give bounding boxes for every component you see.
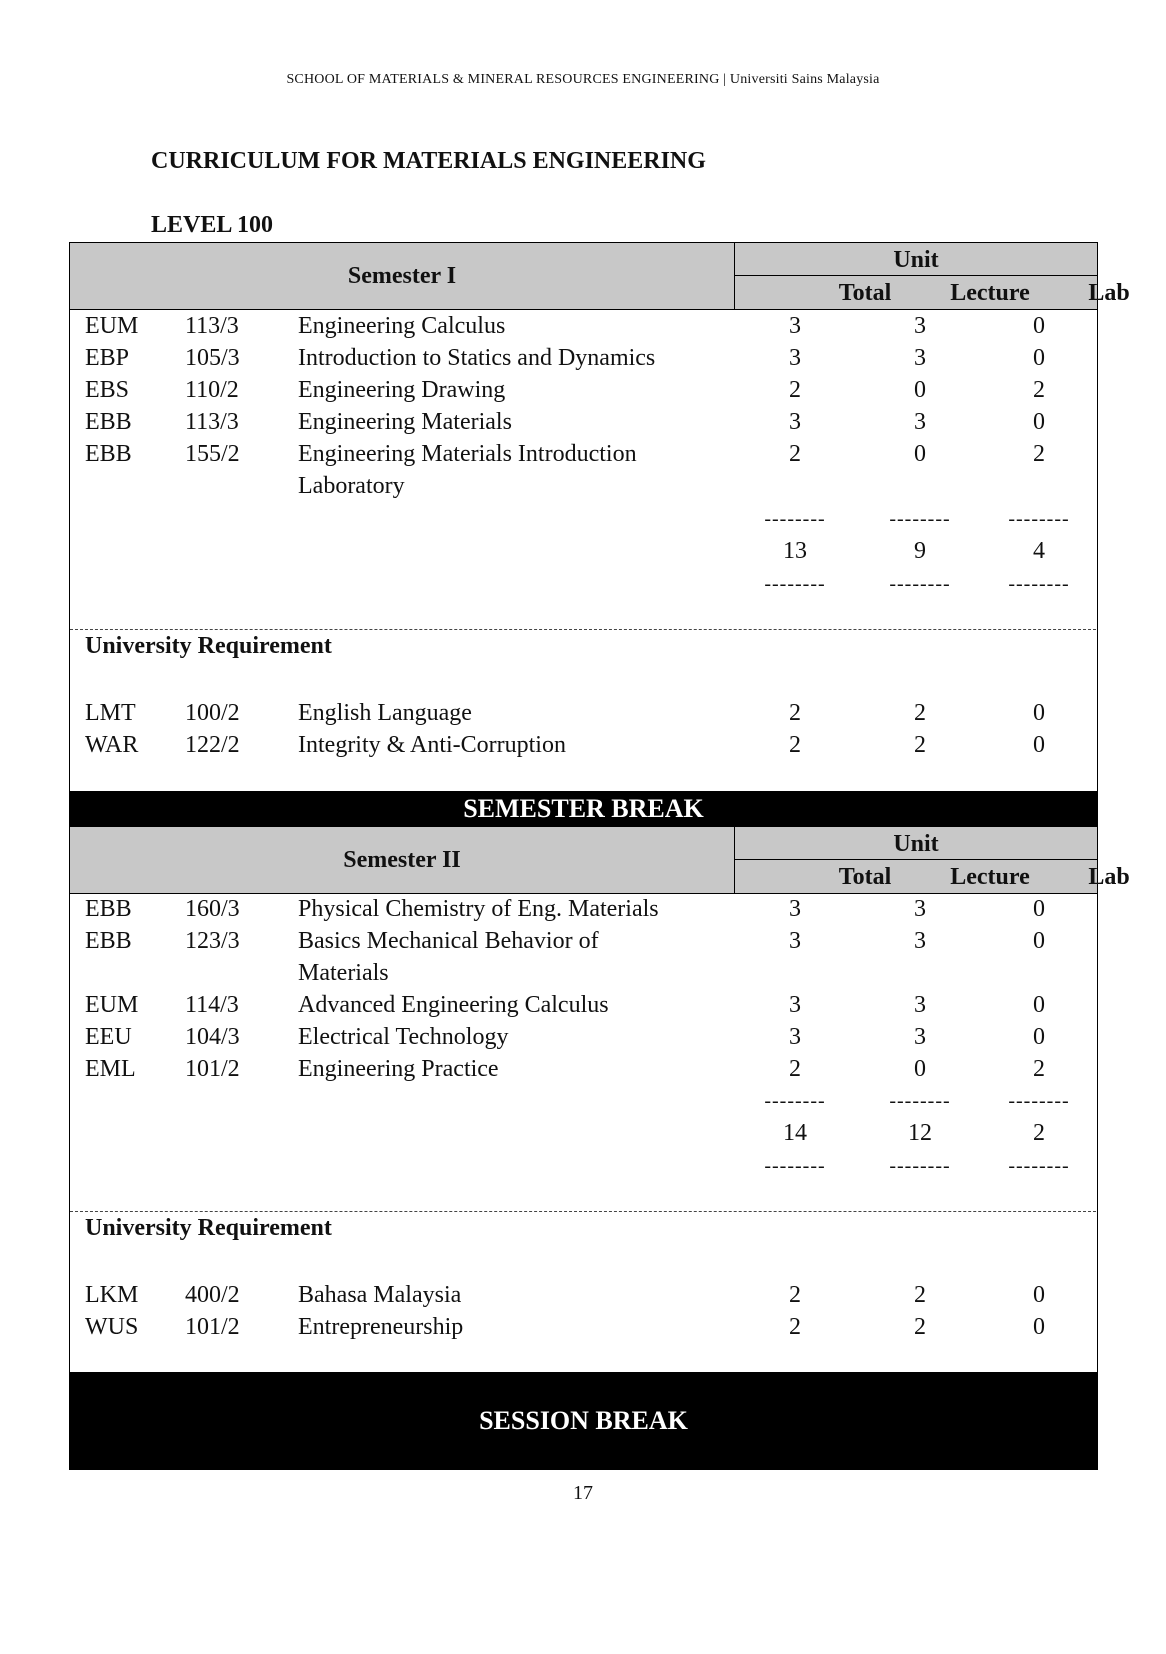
unit-lab: 0 [1033,409,1045,435]
course-title: Engineering Drawing [298,377,506,403]
course-title: Engineering Practice [298,1056,499,1082]
course-code: WUS [85,1314,139,1340]
divider [70,629,1096,630]
unit-total: 3 [789,409,801,435]
unit-lab: 0 [1033,313,1045,339]
course-code: WAR [85,732,139,758]
divider [70,1211,1096,1212]
col-lecture: Lecture [950,280,1030,306]
course-title-continued: Laboratory [298,473,405,499]
course-title: Engineering Materials Introduction [298,441,637,467]
course-code: EML [85,1056,136,1082]
course-title: Entrepreneurship [298,1314,464,1340]
sum-rule: -------- [889,573,951,595]
col-lab: Lab [1088,864,1130,890]
sum-total: 13 [783,538,807,564]
sum-lecture: 12 [908,1120,932,1146]
unit-lab: 2 [1033,441,1045,467]
course-number: 101/2 [185,1314,240,1340]
sum-rule: -------- [1008,1155,1070,1177]
page-number: 17 [573,1482,593,1504]
sum-rule: -------- [1008,508,1070,530]
unit-lab: 2 [1033,1056,1045,1082]
unit-lab: 0 [1033,345,1045,371]
semester-2-header [69,826,1130,894]
sum-rule: -------- [764,1155,826,1177]
unit-lecture: 3 [914,409,926,435]
unit-total: 2 [789,700,801,726]
course-number: 105/3 [185,345,240,371]
unit-lecture: 3 [914,1024,926,1050]
university-requirement-heading: University Requirement [85,633,332,659]
unit-lab: 0 [1033,732,1045,758]
course-code: EBB [85,928,132,954]
sum-rule: -------- [764,508,826,530]
page-title: CURRICULUM FOR MATERIALS ENGINEERING [151,148,706,174]
col-lecture: Lecture [950,864,1030,890]
course-title: Advanced Engineering Calculus [298,992,609,1018]
unit-total: 3 [789,992,801,1018]
university-requirement-heading: University Requirement [85,1215,332,1241]
unit-lab: 0 [1033,1282,1045,1308]
course-code: EEU [85,1024,132,1050]
semester-1-label: Semester I [347,263,457,289]
course-number: 155/2 [185,441,240,467]
unit-total: 2 [789,1056,801,1082]
course-title-continued: Materials [298,960,389,986]
sum-total: 14 [783,1120,807,1146]
course-number: 110/2 [185,377,239,403]
sum-rule: -------- [1008,573,1070,595]
semester-2-label: Semester II [343,847,461,873]
unit-lab: 0 [1033,1024,1045,1050]
unit-lecture: 0 [914,1056,926,1082]
course-title: Engineering Materials [298,409,512,435]
unit-total: 2 [789,377,801,403]
course-number: 123/3 [185,928,240,954]
sum-lecture: 9 [914,538,926,564]
course-number: 113/3 [185,409,239,435]
unit-lecture: 2 [914,700,926,726]
unit-total: 2 [789,441,801,467]
semester-1-header [69,242,1130,310]
sum-rule: -------- [764,573,826,595]
course-number: 122/2 [185,732,240,758]
unit-lab: 0 [1033,928,1045,954]
unit-total: 3 [789,928,801,954]
course-number: 113/3 [185,313,239,339]
course-code: EBB [85,409,132,435]
unit-lecture: 2 [914,1282,926,1308]
unit-total: 2 [789,732,801,758]
unit-total: 3 [789,313,801,339]
unit-lecture: 3 [914,313,926,339]
course-code: EUM [85,992,139,1018]
course-number: 100/2 [185,700,240,726]
course-title: Introduction to Statics and Dynamics [298,345,656,371]
unit-lecture: 0 [914,441,926,467]
level-heading: LEVEL 100 [151,212,274,238]
unit-lecture: 3 [914,928,926,954]
unit-label: Unit [734,827,1097,860]
unit-lecture: 3 [914,992,926,1018]
sum-rule: -------- [889,1090,951,1112]
unit-lecture: 0 [914,377,926,403]
course-number: 101/2 [185,1056,240,1082]
course-code: LMT [85,700,136,726]
course-title: Electrical Technology [298,1024,509,1050]
course-title: Physical Chemistry of Eng. Materials [298,896,659,922]
unit-lab: 0 [1033,896,1045,922]
sum-lab: 2 [1033,1120,1045,1146]
course-code: EBB [85,896,132,922]
sum-rule: -------- [889,508,951,530]
unit-lab: 2 [1033,377,1045,403]
unit-total: 2 [789,1282,801,1308]
course-number: 104/3 [185,1024,240,1050]
course-number: 160/3 [185,896,240,922]
semester-break-bar: SEMESTER BREAK [69,791,1098,827]
sum-rule: -------- [889,1155,951,1177]
course-number: 400/2 [185,1282,240,1308]
unit-lecture: 3 [914,896,926,922]
unit-total: 2 [789,1314,801,1340]
unit-lab: 0 [1033,1314,1045,1340]
unit-lab: 0 [1033,700,1045,726]
sum-lab: 4 [1033,538,1045,564]
unit-lecture: 2 [914,732,926,758]
unit-lecture: 2 [914,1314,926,1340]
course-title: English Language [298,700,472,726]
course-code: EUM [85,313,139,339]
course-title: Integrity & Anti-Corruption [298,732,566,758]
course-title: Basics Mechanical Behavior of [298,928,599,954]
course-code: EBB [85,441,132,467]
course-number: 114/3 [185,992,239,1018]
sum-rule: -------- [1008,1090,1070,1112]
course-title: Bahasa Malaysia [298,1282,462,1308]
course-code: LKM [85,1282,139,1308]
sum-rule: -------- [764,1090,826,1112]
unit-lecture: 3 [914,345,926,371]
course-code: EBS [85,377,130,403]
unit-lab: 0 [1033,992,1045,1018]
course-title: Engineering Calculus [298,313,506,339]
col-total: Total [838,864,892,890]
col-total: Total [838,280,892,306]
session-break-bar: SESSION BREAK [69,1372,1098,1470]
running-header: SCHOOL OF MATERIALS & MINERAL RESOURCES ENGINEERING | Universiti Sains Malaysia [286,72,880,87]
unit-total: 3 [789,896,801,922]
course-code: EBP [85,345,130,371]
unit-label: Unit [734,243,1097,276]
unit-total: 3 [789,1024,801,1050]
col-lab: Lab [1088,280,1130,306]
unit-total: 3 [789,345,801,371]
